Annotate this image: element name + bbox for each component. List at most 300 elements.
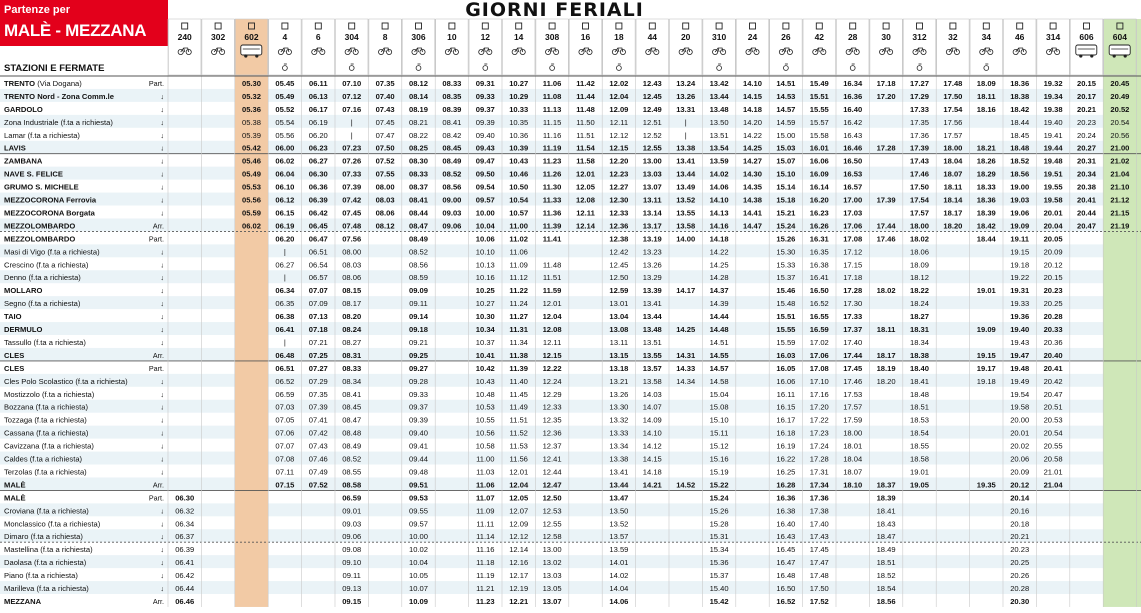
- time-cell: 19.11: [1010, 234, 1029, 244]
- time-cell: 17.08: [843, 234, 863, 244]
- time-cell: 13.48: [709, 104, 729, 114]
- time-cell: 06.32: [175, 506, 195, 516]
- time-cell: 17.23: [809, 428, 829, 438]
- bike-icon: [579, 48, 592, 55]
- time-cell: 17.57: [909, 208, 930, 218]
- time-cell: 19.48: [1043, 156, 1063, 166]
- time-cell: 08.03: [375, 195, 395, 205]
- time-cell: 10.58: [475, 441, 495, 451]
- time-cell: 13.39: [642, 286, 662, 296]
- station-name: MALÈ: [4, 480, 26, 490]
- time-cell: 09.28: [408, 376, 429, 386]
- calendar-icon: [1084, 23, 1090, 29]
- time-cell: 18.14: [943, 195, 963, 205]
- time-cell: 16.20: [809, 195, 829, 205]
- time-cell: 18.00: [843, 428, 863, 438]
- time-cell: 17.48: [809, 571, 829, 581]
- time-cell: 09.15: [342, 596, 362, 606]
- time-cell: 17.57: [843, 402, 863, 412]
- time-cell: 13.18: [609, 363, 629, 373]
- time-cell: |: [283, 247, 286, 257]
- time-cell: 18.37: [876, 480, 896, 490]
- time-cell: 16.50: [776, 584, 796, 593]
- time-cell: 07.06: [275, 428, 295, 438]
- station-name: Caldes (f.ta a richiesta): [4, 454, 83, 464]
- time-cell: 17.50: [909, 182, 930, 192]
- time-cell: 15.14: [776, 182, 796, 192]
- bike-icon: [779, 48, 792, 55]
- time-cell: 18.39: [876, 493, 896, 503]
- time-cell: 09.01: [342, 506, 362, 516]
- station-name: Daolasa (f.ta a richiesta): [4, 558, 87, 568]
- time-cell: 20.47: [1076, 221, 1097, 231]
- time-cell: 13.41: [676, 156, 696, 166]
- wheelchair-icon: [717, 64, 722, 70]
- station-name: DERMULO: [4, 325, 43, 334]
- departure-marker: ↓: [160, 247, 164, 257]
- time-cell: 05.38: [241, 117, 262, 127]
- time-cell: 11.03: [476, 467, 495, 477]
- time-cell: 14.15: [742, 91, 763, 101]
- time-cell: 06.35: [275, 299, 295, 309]
- time-cell: 10.55: [475, 415, 495, 425]
- departure-marker: ↓: [160, 558, 164, 568]
- departure-marker: ↓: [160, 532, 164, 542]
- time-cell: 08.41: [442, 117, 462, 127]
- time-cell: 14.31: [676, 350, 696, 360]
- time-cell: 11.08: [542, 91, 562, 101]
- time-cell: |: [350, 130, 353, 140]
- bike-icon: [846, 48, 859, 55]
- station-name: Tozzaga (f.ta a richiesta): [4, 415, 87, 425]
- time-cell: 18.00: [909, 221, 930, 231]
- time-cell: 17.59: [843, 415, 863, 425]
- time-cell: 17.43: [809, 532, 829, 542]
- train-number: 4: [282, 32, 288, 42]
- calendar-icon: [349, 23, 355, 29]
- time-cell: 20.04: [1043, 221, 1063, 231]
- time-cell: 13.55: [642, 350, 662, 360]
- time-cell: 12.08: [542, 325, 562, 334]
- time-cell: 08.19: [408, 104, 429, 114]
- time-cell: 06.45: [308, 221, 328, 231]
- time-cell: 11.33: [542, 195, 562, 205]
- time-cell: 07.52: [375, 156, 395, 166]
- table-row: [4, 208, 1141, 217]
- train-number: 30: [881, 32, 891, 42]
- time-cell: 11.34: [509, 337, 528, 347]
- time-cell: 14.37: [709, 286, 729, 296]
- time-cell: 18.43: [876, 519, 896, 529]
- time-cell: 18.33: [976, 182, 996, 192]
- time-cell: 13.41: [609, 467, 629, 477]
- time-cell: 11.39: [509, 363, 528, 373]
- time-cell: 05.52: [275, 104, 295, 114]
- time-cell: 16.18: [776, 428, 796, 438]
- time-cell: 06.13: [308, 91, 328, 101]
- time-cell: 12.44: [542, 467, 562, 477]
- departure-marker: ↓: [160, 571, 164, 581]
- station-name: GARDOLO: [4, 104, 43, 114]
- time-cell: 20.15: [1076, 78, 1097, 88]
- time-cell: 11.49: [509, 402, 528, 412]
- time-cell: 20.28: [1010, 584, 1030, 593]
- time-cell: 20.00: [1010, 415, 1030, 425]
- time-cell: 16.57: [843, 182, 863, 192]
- train-number: 312: [912, 32, 927, 42]
- time-cell: 14.06: [609, 596, 629, 606]
- time-cell: 17.28: [876, 143, 896, 153]
- time-cell: 06.02: [241, 221, 262, 231]
- time-cell: 06.59: [275, 389, 295, 399]
- time-cell: 07.27: [308, 363, 328, 373]
- time-cell: 08.12: [408, 78, 429, 88]
- time-cell: 07.11: [275, 467, 295, 477]
- time-cell: 17.16: [809, 389, 829, 399]
- time-cell: 20.33: [1043, 325, 1063, 334]
- time-cell: 10.05: [408, 571, 429, 581]
- departure-marker: ↓: [160, 182, 164, 192]
- time-cell: 13.50: [709, 117, 729, 127]
- time-cell: 06.42: [175, 571, 195, 581]
- time-cell: 06.39: [308, 195, 328, 205]
- calendar-icon: [683, 23, 689, 29]
- station-name: MEZZOCORONA Borgata: [4, 208, 95, 218]
- time-cell: 12.38: [609, 234, 629, 244]
- time-cell: 06.38: [275, 312, 295, 322]
- calendar-icon: [750, 23, 756, 29]
- time-cell: 14.57: [776, 104, 796, 114]
- table-row: [4, 131, 1141, 140]
- time-cell: |: [684, 130, 687, 140]
- departure-marker: Arr.: [152, 221, 164, 231]
- time-cell: 18.52: [1010, 156, 1030, 166]
- time-cell: 11.07: [476, 493, 495, 503]
- time-cell: 13.00: [542, 545, 562, 555]
- time-cell: 11.06: [542, 78, 562, 88]
- time-cell: 16.25: [776, 467, 796, 477]
- time-cell: 17.52: [809, 596, 829, 606]
- time-cell: 19.38: [1043, 104, 1063, 114]
- time-cell: 14.13: [709, 208, 729, 218]
- departure-marker: ↓: [160, 584, 164, 593]
- time-cell: 06.57: [308, 273, 328, 283]
- train-number: 304: [344, 32, 359, 42]
- time-cell: 07.45: [375, 117, 395, 127]
- time-cell: 13.11: [643, 195, 662, 205]
- table-row: [4, 312, 1141, 321]
- time-cell: 12.50: [609, 273, 629, 283]
- time-cell: 14.21: [642, 480, 662, 490]
- table-row: [4, 105, 1141, 114]
- train-number: 44: [647, 32, 658, 42]
- time-cell: 20.28: [1043, 312, 1063, 322]
- time-cell: 18.47: [876, 532, 896, 542]
- time-cell: 11.41: [542, 234, 562, 244]
- time-cell: 18.09: [909, 260, 930, 270]
- time-cell: 18.12: [909, 273, 930, 283]
- time-cell: 13.49: [676, 182, 696, 192]
- time-cell: 13.44: [642, 312, 662, 322]
- time-cell: 16.40: [843, 104, 863, 114]
- calendar-icon: [282, 23, 288, 29]
- time-cell: 08.33: [408, 169, 429, 179]
- time-cell: 18.24: [909, 299, 930, 309]
- train-header-cell: [970, 19, 1002, 75]
- time-cell: 18.34: [909, 337, 930, 347]
- time-cell: 06.10: [275, 182, 295, 192]
- time-cell: 11.58: [576, 156, 595, 166]
- bike-icon: [679, 48, 692, 55]
- train-header: [169, 19, 1137, 75]
- bike-icon: [512, 48, 525, 55]
- time-cell: 08.17: [342, 299, 362, 309]
- time-cell: 13.03: [642, 169, 662, 179]
- route-subtitle: Partenze per: [4, 4, 71, 16]
- time-cell: 20.58: [1043, 454, 1063, 464]
- table-row: [4, 416, 1141, 425]
- time-cell: 07.03: [275, 402, 295, 412]
- time-cell: 14.47: [742, 221, 763, 231]
- time-cell: 19.36: [1010, 312, 1030, 322]
- time-cell: 09.54: [475, 182, 495, 192]
- time-cell: 14.51: [776, 78, 796, 88]
- time-cell: 12.04: [609, 91, 629, 101]
- time-cell: 11.53: [509, 441, 528, 451]
- time-cell: 13.21: [609, 376, 629, 386]
- departure-marker: ↓: [160, 519, 164, 529]
- time-cell: 17.08: [809, 363, 829, 373]
- departure-marker: Part.: [148, 493, 164, 503]
- train-number: 28: [847, 32, 858, 42]
- train-header-cell: [336, 19, 368, 75]
- time-cell: 13.57: [642, 363, 662, 373]
- time-cell: 17.36: [909, 130, 930, 140]
- station-name: ZAMBANA: [4, 156, 43, 166]
- time-cell: 18.41: [909, 376, 930, 386]
- time-cell: 17.10: [809, 376, 829, 386]
- time-cell: 13.26: [676, 91, 696, 101]
- station-name: Masi di Vigo (f.ta a richiesta): [4, 247, 100, 257]
- time-cell: 18.21: [976, 143, 996, 153]
- calendar-icon: [816, 23, 822, 29]
- time-cell: 10.41: [475, 350, 495, 360]
- time-cell: 09.14: [408, 312, 429, 322]
- station-name: Dimaro (f.ta a richiesta): [4, 532, 83, 542]
- time-cell: 13.41: [642, 299, 662, 309]
- time-cell: 11.36: [542, 208, 562, 218]
- time-cell: 12.55: [642, 143, 662, 153]
- time-cell: 20.45: [1110, 78, 1130, 88]
- time-cell: 20.14: [1010, 493, 1030, 503]
- time-cell: 09.55: [408, 506, 429, 516]
- time-cell: 17.57: [943, 130, 963, 140]
- time-cell: 11.19: [542, 143, 562, 153]
- time-cell: 15.31: [709, 532, 729, 542]
- station-name: Denno (f.ta a richiesta): [4, 273, 81, 283]
- time-cell: 20.54: [1110, 117, 1130, 127]
- time-cell: 11.48: [576, 104, 595, 114]
- train-header-cell: [503, 19, 535, 75]
- time-cell: 12.12: [509, 532, 529, 542]
- time-cell: 05.46: [241, 156, 262, 166]
- time-cell: 16.14: [809, 182, 829, 192]
- time-cell: 08.15: [342, 286, 362, 296]
- departure-marker: ↓: [160, 130, 164, 140]
- time-cell: 15.51: [776, 312, 796, 322]
- time-cell: 17.02: [809, 337, 829, 347]
- time-cell: 19.47: [1010, 350, 1030, 360]
- time-cell: 17.45: [843, 363, 863, 373]
- time-cell: 08.59: [408, 273, 429, 283]
- time-cell: 10.37: [475, 337, 495, 347]
- time-cell: 17.34: [809, 480, 829, 490]
- time-cell: 13.50: [609, 506, 629, 516]
- time-cell: 14.00: [676, 234, 696, 244]
- time-cell: 06.41: [275, 325, 295, 334]
- time-cell: 07.40: [375, 91, 395, 101]
- bike-icon: [178, 48, 191, 55]
- wheelchair-icon: [850, 64, 855, 70]
- time-cell: 20.21: [1010, 532, 1030, 542]
- time-cell: 21.12: [1110, 195, 1130, 205]
- time-cell: 08.47: [342, 415, 362, 425]
- time-cell: 15.34: [709, 545, 729, 555]
- time-cell: 20.44: [1076, 208, 1097, 218]
- time-cell: 07.21: [308, 337, 328, 347]
- time-cell: 17.36: [809, 493, 829, 503]
- time-cell: 18.55: [909, 441, 930, 451]
- time-cell: 15.24: [709, 493, 729, 503]
- time-cell: 15.40: [709, 584, 729, 593]
- time-cell: 12.14: [509, 545, 529, 555]
- train-number: 46: [1014, 32, 1025, 42]
- time-cell: 18.41: [876, 506, 896, 516]
- time-cell: 12.52: [642, 130, 662, 140]
- station-name: MEZZOLOMBARDO: [4, 221, 76, 231]
- time-cell: 20.09: [1010, 467, 1030, 477]
- time-cell: 13.11: [609, 337, 629, 347]
- time-cell: 09.37: [475, 104, 495, 114]
- departure-marker: Arr.: [152, 350, 164, 360]
- station-name: Terzolas (f.ta a richiesta): [4, 467, 87, 477]
- time-cell: 15.28: [709, 519, 729, 529]
- time-cell: 12.37: [542, 441, 562, 451]
- time-cell: 13.42: [709, 78, 729, 88]
- time-cell: 16.59: [809, 325, 829, 334]
- bike-icon: [646, 48, 659, 55]
- time-cell: 08.49: [408, 234, 429, 244]
- time-cell: 06.19: [308, 117, 328, 127]
- time-cell: 08.31: [342, 350, 362, 360]
- time-cell: 16.43: [776, 532, 796, 542]
- time-cell: 06.54: [308, 260, 328, 270]
- time-cell: 12.02: [609, 78, 629, 88]
- time-cell: 09.39: [475, 117, 495, 127]
- time-cell: 16.36: [776, 493, 796, 503]
- time-cell: 12.55: [542, 519, 562, 529]
- time-cell: 07.49: [308, 467, 328, 477]
- time-cell: 15.49: [809, 78, 829, 88]
- time-cell: 17.29: [909, 91, 930, 101]
- time-cell: 19.22: [1010, 273, 1030, 283]
- time-cell: 08.42: [442, 130, 462, 140]
- time-cell: 09.11: [342, 571, 361, 581]
- time-cell: 13.44: [609, 480, 629, 490]
- time-cell: 07.33: [342, 169, 362, 179]
- time-cell: 18.04: [843, 454, 863, 464]
- time-cell: 19.09: [1010, 221, 1030, 231]
- time-cell: 08.41: [408, 195, 429, 205]
- time-cell: 13.07: [542, 596, 562, 606]
- time-cell: 16.01: [809, 143, 829, 153]
- train-number: 10: [447, 32, 457, 42]
- time-cell: 16.40: [776, 519, 796, 529]
- time-cell: 18.56: [876, 596, 896, 606]
- time-cell: 09.31: [475, 78, 495, 88]
- departure-marker: Arr.: [152, 480, 164, 490]
- time-cell: 20.55: [1043, 441, 1063, 451]
- time-cell: 06.20: [275, 234, 295, 244]
- time-cell: 08.12: [375, 221, 395, 231]
- departure-marker: ↓: [160, 376, 164, 386]
- bike-icon: [913, 48, 926, 55]
- time-cell: 07.39: [342, 182, 362, 192]
- time-cell: 08.49: [442, 156, 462, 166]
- train-header-cell: [436, 19, 468, 75]
- time-cell: 11.21: [476, 584, 495, 593]
- time-cell: 20.41: [1043, 363, 1063, 373]
- time-cell: 20.12: [1010, 480, 1030, 490]
- time-cell: 06.52: [275, 376, 295, 386]
- calendar-icon: [315, 23, 321, 29]
- time-cell: 16.47: [776, 558, 796, 568]
- time-cell: 13.24: [676, 78, 696, 88]
- time-cell: 08.39: [442, 104, 462, 114]
- time-cell: 11.23: [542, 156, 562, 166]
- time-cell: 15.11: [709, 428, 729, 438]
- time-cell: 13.44: [709, 91, 729, 101]
- time-cell: 13.31: [676, 104, 696, 114]
- time-cell: 09.03: [342, 519, 362, 529]
- time-cell: 06.02: [275, 156, 295, 166]
- time-cell: 19.40: [1043, 117, 1063, 127]
- calendar-icon: [983, 23, 989, 29]
- time-cell: 06.30: [175, 493, 195, 503]
- time-cell: 12.09: [609, 104, 629, 114]
- time-cell: 14.28: [709, 273, 729, 283]
- time-cell: 21.15: [1110, 208, 1130, 218]
- bike-icon: [1013, 48, 1026, 55]
- time-cell: 15.00: [776, 130, 796, 140]
- time-cell: 16.50: [843, 156, 863, 166]
- time-cell: 13.38: [676, 143, 696, 153]
- time-cell: 05.56: [241, 195, 262, 205]
- time-cell: 15.37: [709, 571, 729, 581]
- time-cell: 18.44: [1010, 117, 1030, 127]
- time-cell: 18.20: [943, 221, 963, 231]
- stations-heading: STAZIONI E FERMATE: [4, 63, 105, 74]
- time-cell: 05.42: [241, 143, 262, 153]
- time-cell: 18.22: [909, 286, 930, 296]
- time-cell: 07.16: [342, 104, 362, 114]
- time-cell: 20.25: [1043, 299, 1063, 309]
- time-cell: 06.00: [275, 143, 295, 153]
- time-cell: 09.03: [442, 208, 462, 218]
- time-cell: 17.20: [876, 91, 896, 101]
- time-cell: 14.04: [609, 584, 629, 593]
- time-cell: 10.35: [509, 117, 529, 127]
